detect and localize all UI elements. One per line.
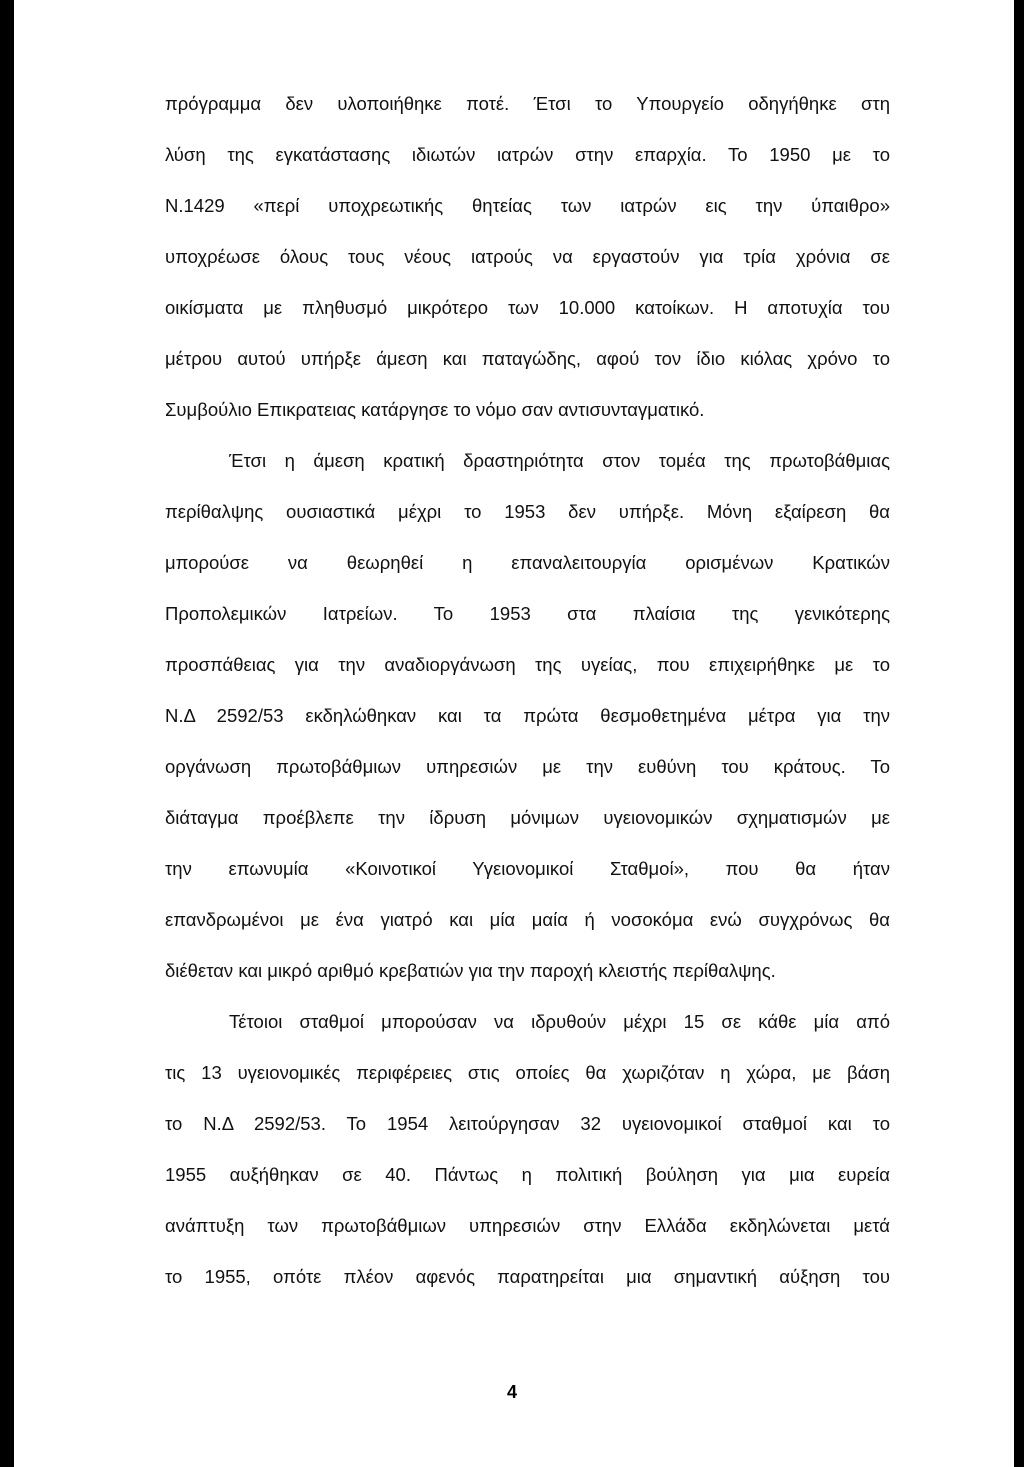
text-line: Προπολεμικών Ιατρείων. Το 1953 στα πλαίσια της γενικότερης: [165, 603, 890, 624]
text-line: διάταγμα προέβλεπε την ίδρυση μόνιμων υγειονομικών σχηματισμών με: [165, 807, 890, 828]
text-line: οικίσματα με πληθυσμό μικρότερο των 10.000 κατοίκων. Η αποτυχία του: [165, 297, 890, 318]
text-line: Συμβούλιο Επικρατειας κατάργησε το νόμο σαν αντισυνταγματικό.: [165, 399, 705, 420]
text-line: την επωνυμία «Κοινοτικοί Υγειονομικοί Σταθμοί», που θα ήταν: [165, 858, 890, 879]
text-line: Ν.1429 «περί υποχρεωτικής θητείας των ιατρών εις την ύπαιθρο»: [165, 195, 890, 216]
text-line: 1955 αυξήθηκαν σε 40. Πάντως η πολιτική βούληση για μια ευρεία: [165, 1164, 890, 1185]
text-line: διέθεταν και μικρό αριθμό κρεβατιών για την παροχή κλειστής περίθαλψης.: [165, 960, 776, 981]
text-line: προσπάθειας για την αναδιοργάνωση της υγείας, που επιχειρήθηκε με το: [165, 654, 890, 675]
text-line: Έτσι η άμεση κρατική δραστηριότητα στον τομέα της πρωτοβάθμιας: [229, 450, 890, 471]
text-line: οργάνωση πρωτοβάθμιων υπηρεσιών με την ευθύνη του κράτους. Το: [165, 756, 890, 777]
text-line: υποχρέωσε όλους τους νέους ιατρούς να εργαστούν για τρία χρόνια σε: [165, 246, 890, 267]
page-number: 4: [506, 1382, 517, 1402]
text-line: Τέτοιοι σταθμοί μπορούσαν να ιδρυθούν μέχρι 15 σε κάθε μία από: [229, 1011, 890, 1032]
text-line: περίθαλψης ουσιαστικά μέχρι το 1953 δεν υπήρξε. Μόνη εξαίρεση θα: [165, 501, 890, 522]
text-line: πρόγραμμα δεν υλοποιήθηκε ποτέ. Έτσι το Υπουργείο οδηγήθηκε στη: [165, 93, 890, 114]
text-line: τις 13 υγειονομικές περιφέρειες στις οποίες θα χωριζόταν η χώρα, με βάση: [165, 1062, 890, 1083]
text-line: το 1955, οπότε πλέον αφενός παρατηρείται μια σημαντική αύξηση του: [165, 1266, 890, 1287]
text-line: μπορούσε να θεωρηθεί η επαναλειτουργία ορισμένων Κρατικών: [165, 552, 890, 573]
text-line: λύση της εγκατάστασης ιδιωτών ιατρών στην επαρχία. Το 1950 με το: [165, 144, 890, 165]
text-line: Ν.Δ 2592/53 εκδηλώθηκαν και τα πρώτα θεσμοθετημένα μέτρα για την: [165, 705, 890, 726]
text-line: ανάπτυξη των πρωτοβάθμιων υπηρεσιών στην Ελλάδα εκδηλώνεται μετά: [165, 1215, 890, 1236]
text-line: επανδρωμένοι με ένα γιατρό και μία μαία ή νοσοκόμα ενώ συγχρόνως θα: [165, 909, 890, 930]
document-page: [14, 0, 1014, 1467]
text-line: μέτρου αυτού υπήρξε άμεση και παταγώδης, αφού τον ίδιο κιόλας χρόνο το: [165, 348, 890, 369]
text-line: το Ν.Δ 2592/53. Το 1954 λειτούργησαν 32 υγειονομικοί σταθμοί και το: [165, 1113, 890, 1134]
